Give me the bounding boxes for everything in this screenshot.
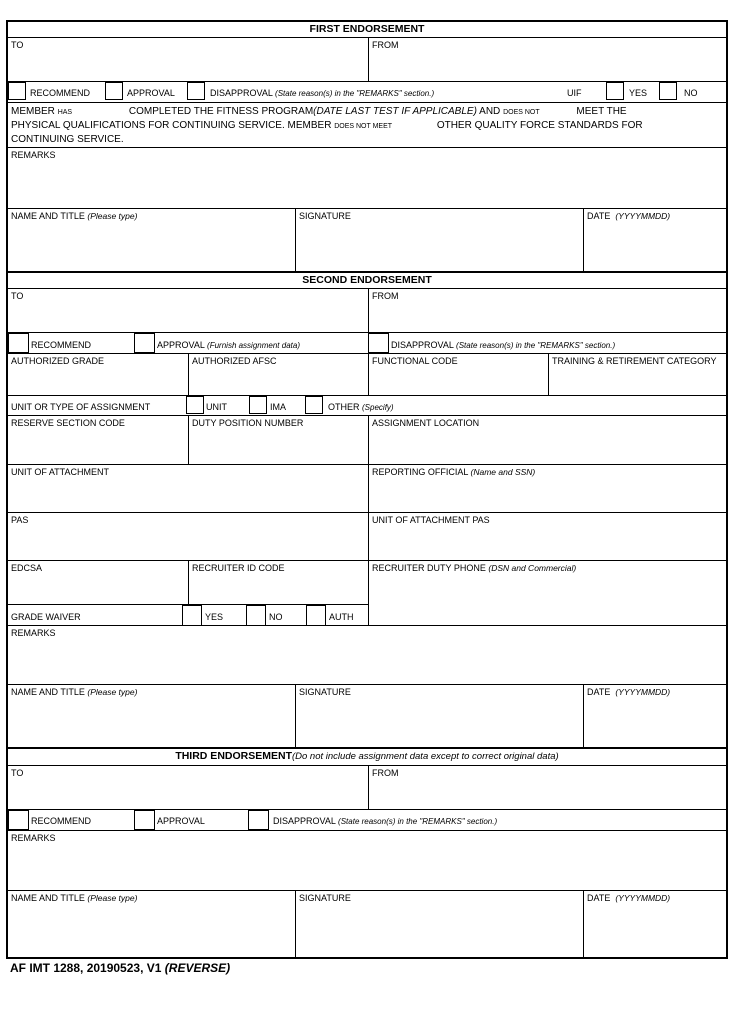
second-to-field[interactable] (8, 289, 368, 332)
second-name-title-field[interactable] (8, 685, 295, 747)
third-from-label: FROM (372, 768, 399, 778)
functional-code-field[interactable] (368, 354, 548, 395)
second-signature-row (8, 685, 726, 749)
second-disapproval-label (391, 340, 615, 351)
reserve-section-field[interactable] (8, 416, 188, 464)
first-signature-row (8, 209, 726, 273)
third-recommend-label: RECOMMEND (31, 816, 91, 826)
first-date-field[interactable] (583, 209, 726, 271)
third-signature-label: SIGNATURE (299, 893, 351, 903)
second-name-title-label: NAME AND TITLE (11, 687, 85, 697)
first-disapproval-text: DISAPPROVAL (210, 88, 273, 98)
training-category-field[interactable] (548, 354, 726, 395)
third-date-field[interactable] (583, 891, 726, 957)
second-remarks-field[interactable] (8, 626, 726, 685)
third-disapproval-label (273, 816, 497, 827)
first-disapproval-note: (State reason(s) in the "REMARKS" section.) (275, 89, 435, 98)
first-does-not-option[interactable]: DOES NOT (503, 109, 540, 116)
edcsa-label: EDCSA (11, 563, 43, 573)
second-decision-row (8, 333, 726, 354)
third-disapproval-note: (State reason(s) in the "REMARKS" section.) (338, 817, 498, 826)
third-disapproval-checkbox[interactable] (248, 810, 269, 830)
authorized-afsc-field[interactable] (188, 354, 368, 395)
first-uif-yes-checkbox[interactable] (606, 82, 624, 100)
third-recommend-checkbox[interactable] (8, 810, 29, 830)
other-checkbox[interactable] (305, 396, 323, 414)
grade-waiver-label: GRADE WAIVER (11, 612, 81, 622)
first-uif-label: UIF (567, 88, 582, 98)
first-fitness-statement (8, 103, 726, 148)
other-text: OTHER (328, 402, 360, 412)
second-disapproval-checkbox[interactable] (368, 333, 389, 353)
first-meet-the-text: MEET THE (576, 106, 627, 117)
third-name-title-field[interactable] (8, 891, 295, 957)
third-to-from-row (8, 766, 726, 810)
first-to-field[interactable] (8, 38, 368, 81)
first-does-not-meet-option[interactable]: DOES NOT MEET (334, 123, 393, 130)
third-endorsement-title: THIRD ENDORSEMENT (175, 750, 292, 762)
first-date-format: (YYYYMMDD) (615, 211, 671, 221)
first-uif-yes-label: YES (629, 88, 648, 98)
second-approval-note: (Furnish assignment data) (207, 341, 300, 350)
second-date-label: DATE (587, 687, 611, 697)
second-approval-checkbox[interactable] (134, 333, 155, 353)
first-date-label: DATE (587, 211, 611, 221)
unit-attachment-pas-label: UNIT OF ATTACHMENT PAS (372, 515, 490, 525)
first-member-text: MEMBER (11, 106, 55, 117)
recruiter-phone-label: RECRUITER DUTY PHONE (372, 563, 486, 573)
third-endorsement-header (8, 749, 726, 766)
first-endorsement-title: FIRST ENDORSEMENT (309, 23, 425, 35)
first-signature-label: SIGNATURE (299, 211, 351, 221)
authorized-grade-field[interactable] (8, 354, 188, 395)
third-signature-field[interactable] (295, 891, 583, 957)
reporting-official-field[interactable] (368, 465, 726, 512)
first-disapproval-label (210, 88, 434, 99)
grade-waiver-no-checkbox[interactable] (246, 605, 266, 626)
reporting-official-note: (Name and SSN) (470, 467, 536, 477)
second-to-label: TO (11, 291, 24, 301)
functional-code-label: FUNCTIONAL CODE (372, 356, 458, 366)
first-disapproval-checkbox[interactable] (187, 82, 205, 100)
third-please-type: (Please type) (87, 893, 138, 903)
recruiter-id-label: RECRUITER ID CODE (192, 563, 285, 573)
duty-position-label: DUTY POSITION NUMBER (192, 418, 304, 428)
second-remarks-label: REMARKS (11, 628, 56, 638)
first-please-type: (Please type) (87, 211, 138, 221)
unit-attachment-pas-field[interactable] (368, 513, 726, 560)
first-remarks-label: REMARKS (11, 150, 56, 160)
attachment-row (8, 465, 726, 513)
unit-type-row (8, 396, 726, 416)
third-date-format: (YYYYMMDD) (615, 893, 671, 903)
pas-row (8, 513, 726, 561)
assignment-location-field[interactable] (368, 416, 726, 464)
other-specify: (Specify) (362, 403, 394, 412)
third-approval-checkbox[interactable] (134, 810, 155, 830)
second-disapproval-note: (State reason(s) in the "REMARKS" section.) (456, 341, 616, 350)
third-signature-row (8, 891, 726, 957)
second-please-type: (Please type) (87, 687, 138, 697)
third-from-field[interactable] (368, 766, 726, 809)
ima-label: IMA (270, 402, 287, 412)
third-date-label: DATE (587, 893, 611, 903)
unit-attachment-label: UNIT OF ATTACHMENT (11, 467, 109, 477)
first-signature-field[interactable] (295, 209, 583, 271)
assignment-location-label: ASSIGNMENT LOCATION (372, 418, 480, 428)
authorized-afsc-label: AUTHORIZED AFSC (192, 356, 277, 366)
authorized-grade-label: AUTHORIZED GRADE (11, 356, 105, 366)
unit-attachment-field[interactable] (8, 465, 368, 512)
second-disapproval-text: DISAPPROVAL (391, 340, 454, 350)
grade-waiver-yes-checkbox[interactable] (182, 605, 202, 626)
third-remarks-field[interactable] (8, 831, 726, 891)
edcsa-field[interactable] (8, 561, 188, 605)
first-to-label: TO (11, 40, 24, 50)
recruiter-phone-note: (DSN and Commercial) (488, 563, 577, 573)
first-name-title-field[interactable] (8, 209, 295, 271)
unit-checkbox[interactable] (186, 396, 204, 414)
second-grade-row (8, 354, 726, 396)
third-endorsement-note: (Do not include assignment data except to correct original data) (291, 751, 559, 762)
reporting-official-label: REPORTING OFFICIAL (372, 467, 469, 477)
first-from-field[interactable] (368, 38, 726, 81)
first-recommend-checkbox[interactable] (8, 82, 26, 100)
grade-waiver-auth-checkbox[interactable] (306, 605, 326, 626)
reserve-row (8, 416, 726, 465)
third-to-label: TO (11, 768, 24, 778)
edcsa-row (8, 561, 726, 626)
second-approval-label (157, 340, 300, 351)
first-physical-text: PHYSICAL QUALIFICATIONS FOR CONTINUING SERVICE. MEMBER (11, 120, 332, 131)
first-completed-text: COMPLETED THE FITNESS PROGRAM (128, 106, 314, 117)
first-uif-no-label: NO (684, 88, 698, 98)
first-from-label: FROM (372, 40, 399, 50)
first-has-option[interactable]: HAS (57, 109, 73, 116)
form-footer (10, 961, 230, 975)
first-approval-label: APPROVAL (127, 88, 175, 98)
pas-label: PAS (11, 515, 29, 525)
second-endorsement-header (8, 273, 726, 289)
third-to-field[interactable] (8, 766, 368, 809)
second-from-field[interactable] (368, 289, 726, 332)
third-disapproval-text: DISAPPROVAL (273, 816, 336, 826)
pas-field[interactable] (8, 513, 368, 560)
other-label (328, 402, 394, 413)
second-recommend-label: RECOMMEND (31, 340, 91, 350)
first-decision-row (8, 82, 726, 103)
third-decision-row (8, 810, 726, 831)
second-date-format: (YYYYMMDD) (615, 687, 671, 697)
first-continuing-text: CONTINUING SERVICE. (11, 134, 124, 145)
unit-type-label: UNIT OR TYPE OF ASSIGNMENT (11, 402, 151, 412)
second-date-field[interactable] (583, 685, 726, 747)
first-remarks-field[interactable] (8, 148, 726, 209)
first-date-last-test: (DATE LAST TEST IF APPLICABLE) (313, 106, 477, 117)
first-and-text: AND (479, 106, 501, 117)
unit-label: UNIT (206, 402, 227, 412)
ima-checkbox[interactable] (249, 396, 267, 414)
training-category-label: TRAINING & RETIREMENT CATEGORY (552, 356, 717, 366)
second-recommend-checkbox[interactable] (8, 333, 29, 353)
grade-waiver-auth-label: AUTH (329, 612, 354, 622)
form-id: AF IMT 1288, 20190523, V1 (10, 961, 162, 975)
second-from-label: FROM (372, 291, 399, 301)
second-endorsement-title: SECOND ENDORSEMENT (302, 274, 432, 286)
third-name-title-label: NAME AND TITLE (11, 893, 85, 903)
first-recommend-label: RECOMMEND (30, 88, 90, 98)
recruiter-phone-field[interactable] (368, 561, 726, 625)
first-to-from-row (8, 38, 726, 82)
second-signature-field[interactable] (295, 685, 583, 747)
grade-waiver-yes-label: YES (205, 612, 224, 622)
second-to-from-row (8, 289, 726, 333)
first-name-title-label: NAME AND TITLE (11, 211, 85, 221)
second-signature-label: SIGNATURE (299, 687, 351, 697)
first-approval-checkbox[interactable] (105, 82, 123, 100)
first-uif-no-checkbox[interactable] (659, 82, 677, 100)
third-remarks-label: REMARKS (11, 833, 56, 843)
recruiter-id-field[interactable] (188, 561, 368, 605)
second-approval-text: APPROVAL (157, 340, 205, 350)
first-endorsement-header (8, 22, 726, 38)
grade-waiver-no-label: NO (269, 612, 283, 622)
form-reverse-label: (REVERSE) (164, 961, 231, 975)
duty-position-field[interactable] (188, 416, 368, 464)
endorsement-form (6, 20, 728, 959)
reserve-section-label: RESERVE SECTION CODE (11, 418, 125, 428)
third-approval-label: APPROVAL (157, 816, 205, 826)
first-other-quality-text: OTHER QUALITY FORCE STANDARDS FOR (436, 120, 643, 131)
